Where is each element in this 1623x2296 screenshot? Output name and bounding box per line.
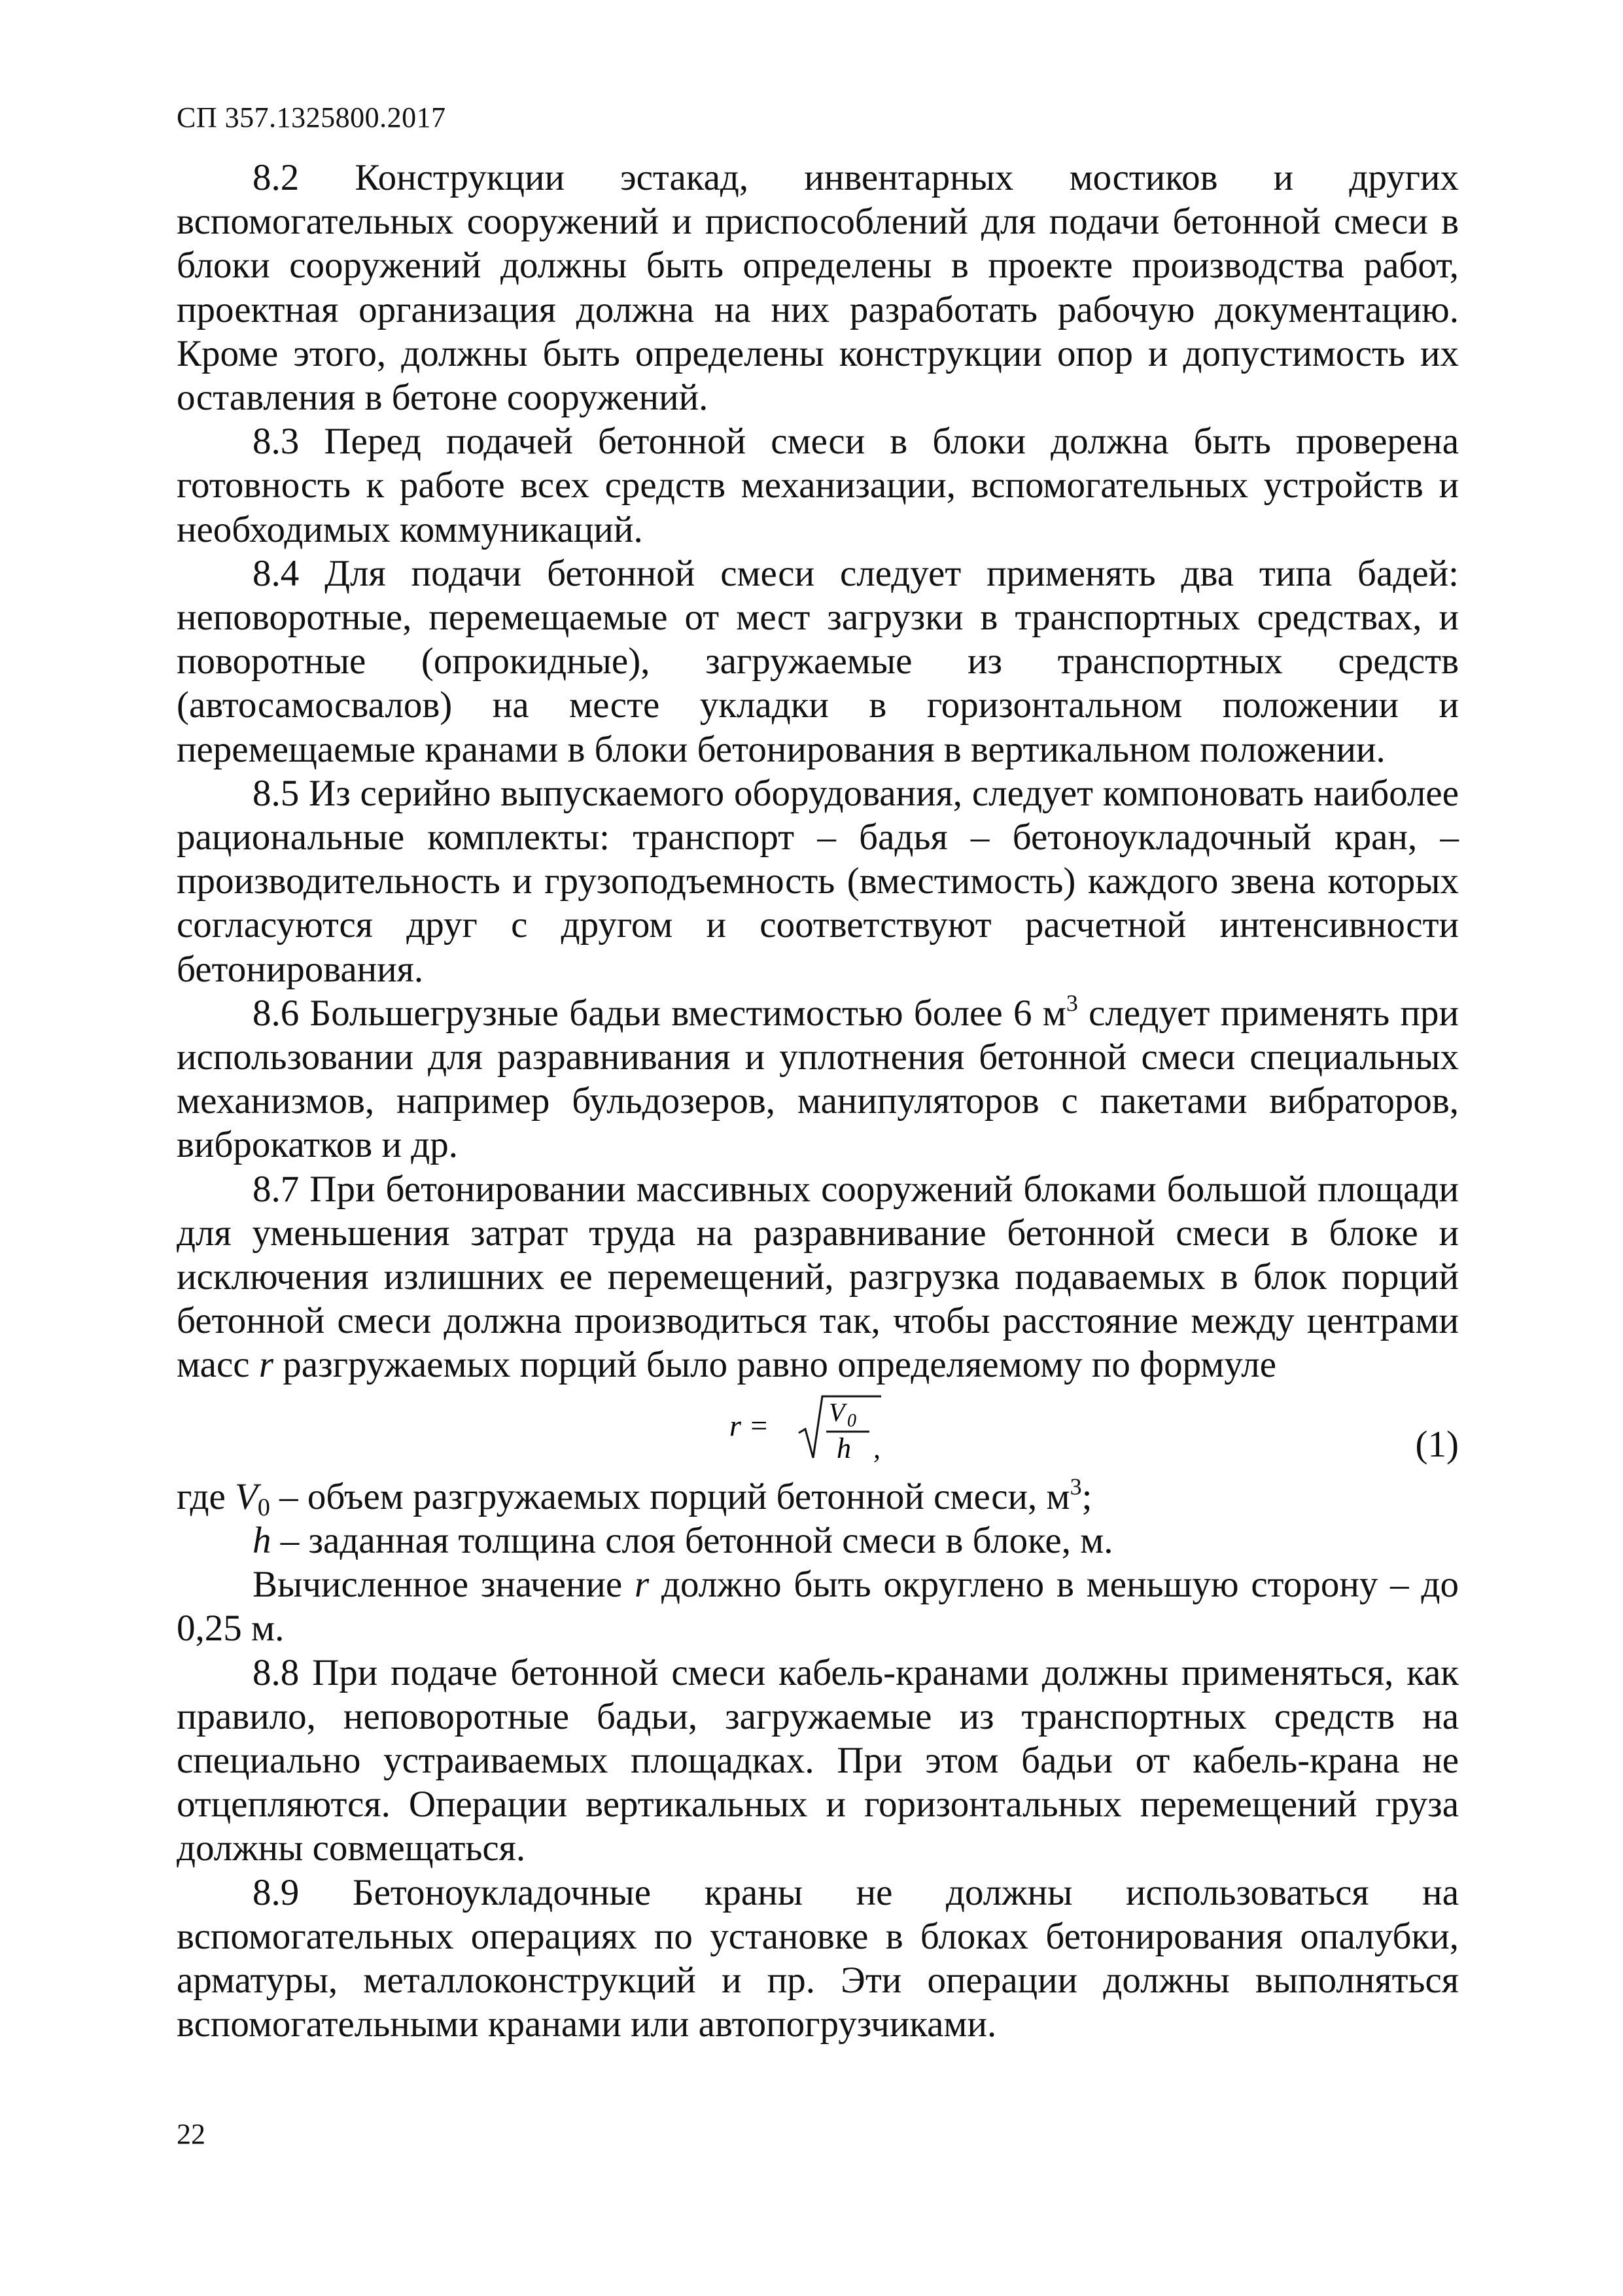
paragraph-8-5: 8.5 Из серийно выпускаемого оборудования, следует компоновать наиболее рациональные комплекты: транспорт – бадья – бетоноукладочный кран, – производительность и грузоподъемность (вместимость) каждого звена которых согласуются друг с другом и соответствуют расчетной интенсивности бетонирования.: [177, 772, 1459, 990]
formula-numerator: V: [829, 1397, 845, 1427]
variable-h: h: [253, 1519, 271, 1561]
definition-h-text: – заданная толщина слоя бетонной смеси в блоке, м.: [271, 1519, 1113, 1561]
definition-v0-text: – объем разгружаемых порций бетонной смеси, м: [270, 1475, 1070, 1517]
variable-v: V: [235, 1475, 258, 1517]
document-body: [177, 156, 1459, 2046]
cubic-superscript-v0: 3: [1070, 1473, 1082, 1500]
paragraph-8-3: 8.3 Перед подачей бетонной смеси в блоки должна быть проверена готовность к работе всех средств механизации, вспомогательных устройств и необходимых коммуникаций.: [177, 421, 1459, 550]
paragraph-8-6-text-b: следует применять при использовании для разравнивания и уплотнения бетонной смеси специальных механизмов, например бульдозеров, манипуляторов с пакетами вибраторов, виброкатков и др.: [177, 992, 1459, 1166]
cubic-superscript: 3: [1066, 989, 1078, 1016]
paragraph-8-7: [177, 1167, 1459, 1387]
paragraph-8-2: 8.2 Конструкции эстакад, инвентарных мостиков и других вспомогательных сооружений и приспособлений для подачи бетонной смеси в блоки сооружений должны быть определены в проекте производства работ, проектная организация должна на них разработать рабочую документацию. Кроме этого, должны быть определены конструкции опор и допустимость их оставления в бетоне сооружений.: [177, 157, 1459, 419]
formula-denominator: h: [837, 1432, 851, 1464]
formula-trailing-comma: ,: [873, 1432, 881, 1464]
paragraph-8-6: [177, 991, 1459, 1167]
paragraph-8-9: 8.9 Бетоноукладочные краны не должны использоваться на вспомогательных операциях по установке в блоках бетонирования опалубки, арматуры, металлоконструкций и пр. Эти операции должны выполняться вспомогательными кранами или автопогрузчиками.: [177, 1871, 1459, 2045]
formula-numerator-subscript: 0: [847, 1410, 856, 1431]
paragraph-8-4: 8.4 Для подачи бетонной смеси следует применять два типа бадей: неповоротные, перемещаемые от мест загрузки в транспортных средствах, и поворотные (опрокидные), загружаемые из транспортных средств (автосамосвалов) на месте укладки в горизонтальном положении и перемещаемые кранами в блоки бетонирования в вертикальном положении.: [177, 552, 1459, 770]
formula-lhs: r =: [729, 1408, 769, 1442]
variable-r: r: [258, 1344, 274, 1386]
rounding-text-a: Вычисленное значение: [253, 1564, 635, 1606]
variable-r-rounding: r: [635, 1564, 650, 1606]
page-number: 22: [177, 2118, 205, 2150]
variable-v-subscript: 0: [257, 1493, 270, 1521]
definition-v0-end: ;: [1081, 1475, 1092, 1517]
definition-h: [177, 1519, 1459, 1563]
rounding-text-b: должно быть округлено в меньшую сторону – до 0,25 м.: [177, 1564, 1459, 1650]
paragraph-8-6-text-a: 8.6 Большегрузные бадьи вместимостью более 6 м: [253, 992, 1066, 1034]
formula-block: [177, 1387, 1459, 1475]
rounding-note: [177, 1563, 1459, 1650]
document-code-header: СП 357.1325800.2017: [177, 101, 446, 133]
equation-number: (1): [1415, 1423, 1459, 1465]
paragraph-8-8: 8.8 При подаче бетонной смеси кабель-кранами должны применяться, как правило, неповоротные бадьи, загружаемые из транспортных средств на специально устраиваемых площадках. При этом бадьи от кабель-крана не отцепляются. Операции вертикальных и горизонтальных перемещений груза должны совмещаться.: [177, 1651, 1459, 1869]
paragraph-8-7-text-b: разгружаемых порций было равно определяемому по формуле: [273, 1344, 1277, 1386]
formula-1: [729, 1392, 926, 1471]
definition-v0-prefix: где: [177, 1475, 236, 1517]
definition-v0: [177, 1475, 1459, 1519]
paragraph-8-7-text-a: 8.7 При бетонировании массивных сооружений блоками большой площади для уменьшения затрат труда на разравнивание бетонной смеси в блоке и исключения излишних ее перемещений, разгрузка подаваемых в блок порций бетонной смеси должна производиться так, чтобы расстояние между центрами масс: [177, 1168, 1459, 1386]
